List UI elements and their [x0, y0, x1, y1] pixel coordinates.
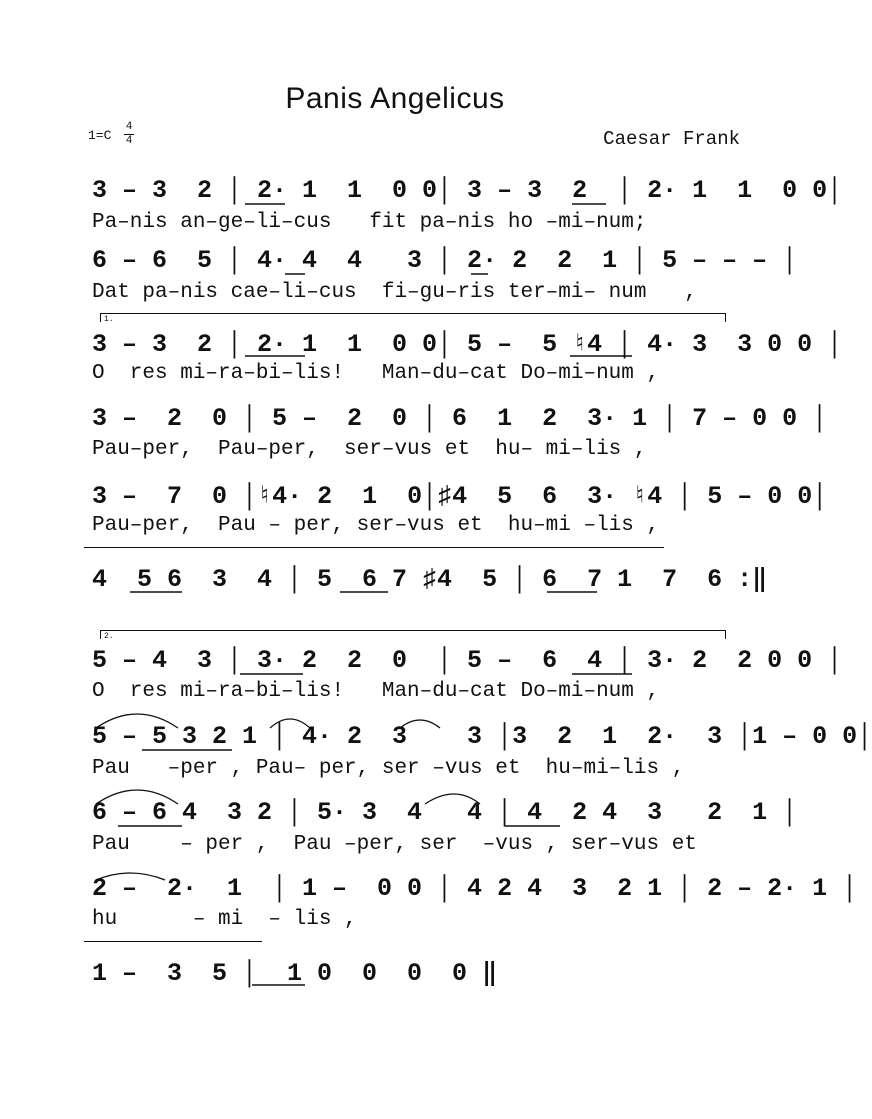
key-signature: 1=C — [88, 128, 112, 143]
slur — [270, 719, 310, 728]
note-line-10: 2 – 2· 1 │ 1 – 0 0 │ 4 2 4 3 2 1 │ 2 – 2· 1 │ — [92, 874, 858, 903]
slur-marks — [96, 714, 480, 880]
time-signature-top: 4 — [125, 121, 133, 133]
slur — [400, 720, 440, 728]
slur — [425, 794, 480, 804]
note-line-3: 3 – 3 2 │ 2· 1 1 0 0│ 5 – 5 ♮4 │ 4· 3 3 0 0 │ — [92, 330, 843, 359]
slur — [96, 873, 165, 880]
volta-second-label: 2. — [104, 632, 114, 641]
lyric-line-3: O res mi–ra–bi–lis! Man–du–cat Do–mi–num , — [92, 362, 660, 385]
lyric-line-2: Dat pa–nis cae–li–cus fi–gu–ris ter–mi– num , — [92, 281, 697, 304]
note-line-6: 4 5 6 3 4 │ 5 6 7 ♯4 5 │ 6 7 1 7 6 :‖ — [92, 565, 768, 594]
lyric-line-8: Pau –per , Pau– per, ser –vus et hu–mi–lis , — [92, 757, 685, 780]
note-line-5: 3 – 7 0 │♮4· 2 1 0│♯4 5 6 3· ♮4 │ 5 – 0 0│ — [92, 482, 828, 511]
note-line-1: 3 – 3 2 │ 2· 1 1 0 0│ 3 – 3 2 │ 2· 1 1 0 0│ — [92, 176, 843, 205]
lyric-line-5: Pau–per, Pau – per, ser–vus et hu–mi –lis , — [92, 514, 660, 537]
volta-first-label: 1. — [104, 315, 114, 324]
song-title: Panis Angelicus — [285, 82, 505, 115]
time-signature-bottom: 4 — [125, 135, 133, 147]
slur — [96, 790, 178, 804]
lyric-line-10: hu – mi – lis , — [92, 908, 357, 931]
note-line-4: 3 – 2 0 │ 5 – 2 0 │ 6 1 2 3· 1 │ 7 – 0 0 │ — [92, 404, 828, 433]
note-line-9: 6 – 6 4 3 2 │ 5· 3 4 4 │ 4 2 4 3 2 1 │ — [92, 798, 798, 827]
composer: Caesar Frank — [603, 128, 740, 150]
note-line-2: 6 – 6 5 │ 4· 4 4 3 │ 2· 2 2 1 │ 5 – – – │ — [92, 246, 798, 275]
lyric-line-4: Pau–per, Pau–per, ser–vus et hu– mi–lis , — [92, 438, 647, 461]
underlines — [118, 204, 632, 985]
note-line-8: 5 – 5 3 2 1 │ 4· 2 3 3 │3 2 1 2· 3 │1 – 0 0│ — [92, 722, 872, 751]
note-line-11: 1 – 3 5 │ 1 0 0 0 0 ‖ — [92, 959, 498, 988]
lyric-line-7: O res mi–ra–bi–lis! Man–du–cat Do–mi–num , — [92, 680, 660, 703]
slur — [96, 714, 178, 728]
note-line-7: 5 – 4 3 │ 3· 2 2 0 │ 5 – 6 4 │ 3· 2 2 0 0 │ — [92, 646, 843, 675]
lyric-line-1: Pa–nis an–ge–li–cus fit pa–nis ho –mi–num; — [92, 211, 647, 234]
lyric-line-9: Pau – per , Pau –per, ser –vus , ser–vus et — [92, 833, 697, 856]
